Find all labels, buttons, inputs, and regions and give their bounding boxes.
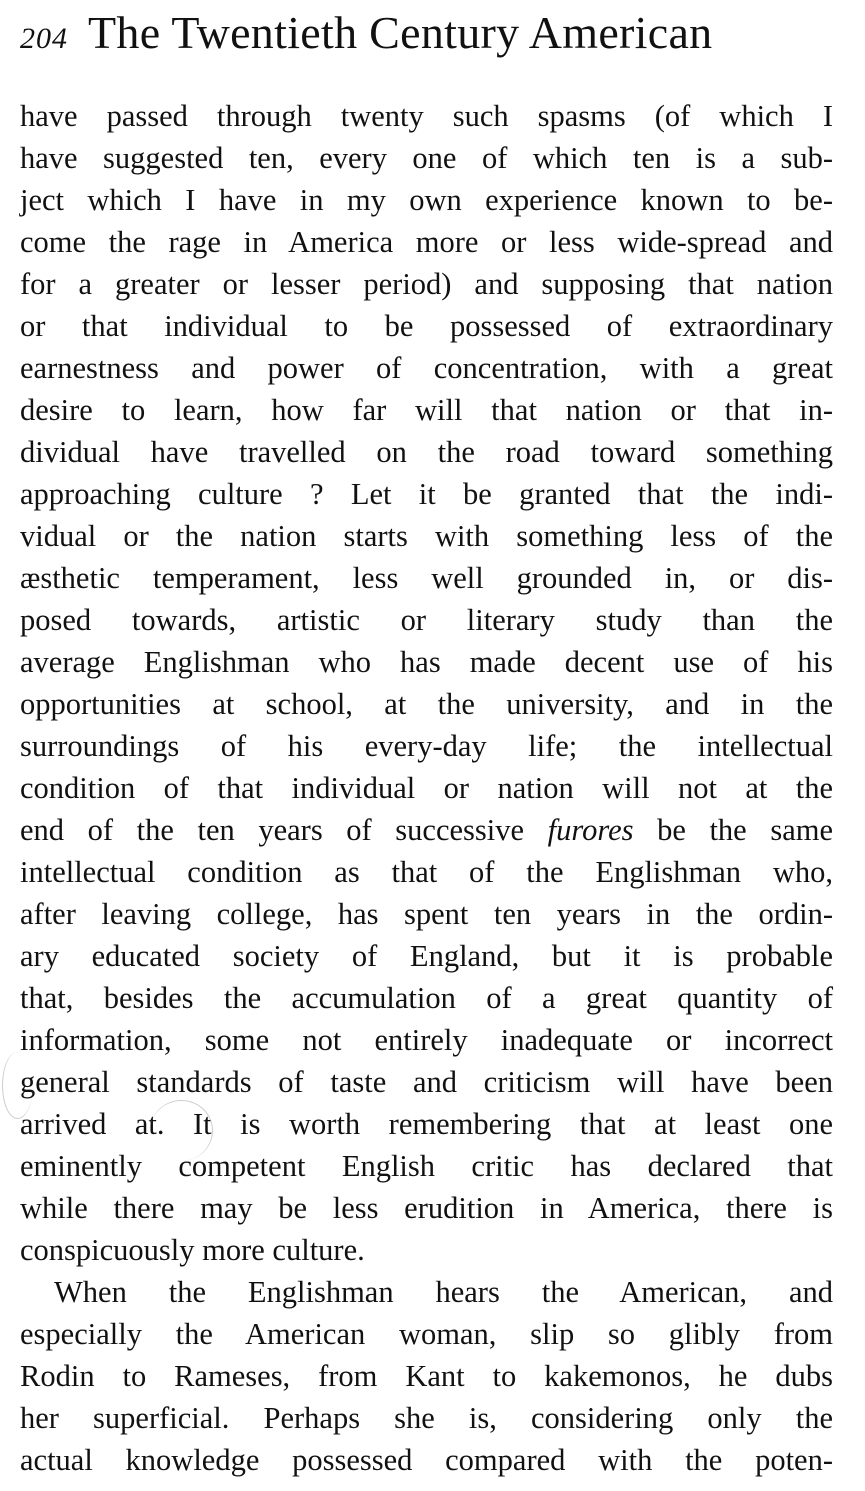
text-line: information, some not entirely inadequate or incorrect — [20, 1023, 833, 1057]
text-line: especially the American woman, slip so glibly from — [20, 1317, 833, 1351]
text-fragment: be the same — [633, 813, 833, 847]
text-fragment: end of the ten years of successive — [20, 813, 548, 847]
text-line: after leaving college, has spent ten years in the ordin- — [20, 897, 833, 931]
text-line: that, besides the accumulation of a great quantity of — [20, 981, 833, 1015]
text-line: general standards of taste and criticism will have been — [20, 1065, 833, 1099]
paper-smudge-mark — [150, 1100, 213, 1161]
text-line: actual knowledge possessed compared with the poten- — [20, 1443, 833, 1477]
text-line: intellectual condition as that of the Englishman who, — [20, 855, 833, 889]
text-line: posed towards, artistic or literary study than the — [20, 603, 833, 637]
body-text — [20, 95, 833, 1481]
text-line: have passed through twenty such spasms (of which I — [20, 99, 833, 133]
text-line: eminently competent English critic has declared that — [20, 1149, 833, 1183]
text-line: surroundings of his every-day life; the intellectual — [20, 729, 833, 763]
paragraph-end-line: conspicuously more culture. — [20, 1233, 365, 1267]
text-line: come the rage in America more or less wide-spread and — [20, 225, 833, 259]
text-line: while there may be less erudition in America, there is — [20, 1191, 833, 1225]
text-line: æsthetic temperament, less well grounded in, or dis- — [20, 561, 833, 595]
text-line: earnestness and power of concentration, with a great — [20, 351, 833, 385]
paragraph-2 — [20, 1271, 833, 1481]
italic-word-furores: furores — [547, 813, 634, 847]
text-line: ary educated society of England, but it is probable — [20, 939, 833, 973]
text-line: vidual or the nation starts with something less of the — [20, 519, 833, 553]
text-line: ject which I have in my own experience known to be- — [20, 183, 833, 217]
paper-smudge-mark — [2, 1052, 33, 1119]
text-line: have suggested ten, every one of which ten is a sub- — [20, 141, 833, 175]
paragraph-first-line: When the Englishman hears the American, and — [54, 1275, 833, 1309]
page-number: 204 — [20, 22, 68, 55]
text-line: dividual have travelled on the road toward something — [20, 435, 833, 469]
running-head — [20, 6, 840, 66]
text-line: condition of that individual or nation will not at the — [20, 771, 833, 805]
paragraph-1 — [20, 95, 833, 1271]
text-line: opportunities at school, at the university, and in the — [20, 687, 833, 721]
text-line: average Englishman who has made decent use of his — [20, 645, 833, 679]
text-line: or that individual to be possessed of extraordinary — [20, 309, 833, 343]
text-line: for a greater or lesser period) and supposing that nation — [20, 267, 833, 301]
text-line: her superficial. Perhaps she is, considering only the — [20, 1401, 833, 1435]
text-line: approaching culture ? Let it be granted that the indi- — [20, 477, 833, 511]
text-line: desire to learn, how far will that nation or that in- — [20, 393, 833, 427]
book-title: The Twentieth Century American — [88, 7, 713, 58]
text-line-with-italic — [20, 809, 833, 851]
text-line: arrived at. It is worth remembering that at least one — [20, 1107, 833, 1141]
text-line: Rodin to Rameses, from Kant to kakemonos, he dubs — [20, 1359, 833, 1393]
